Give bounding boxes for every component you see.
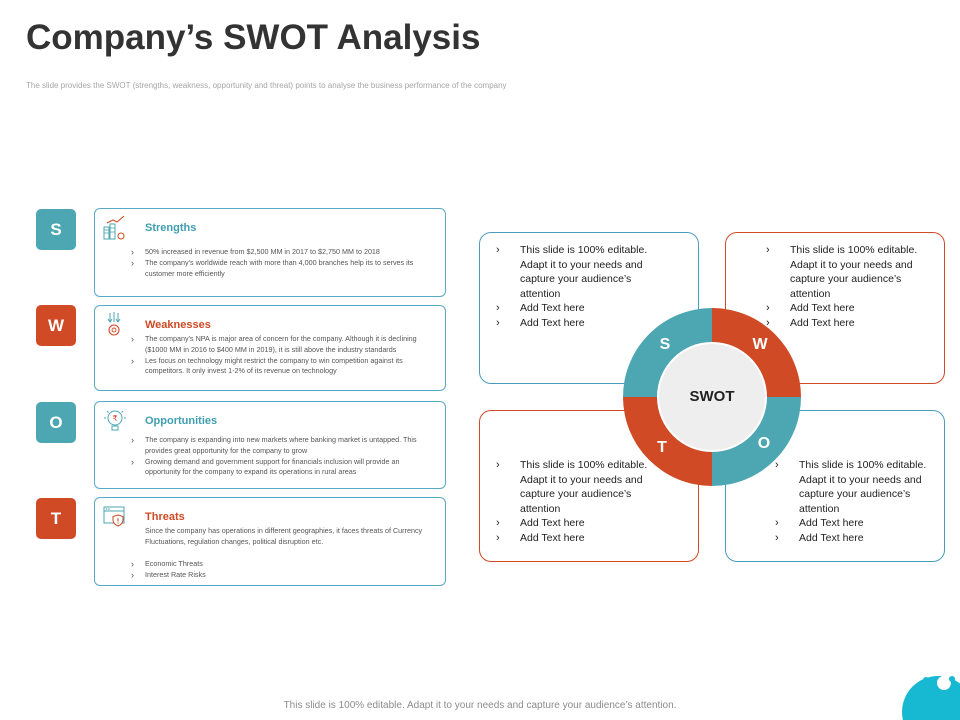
list-item-continued: › Add Text here (775, 531, 937, 546)
strengths-list (131, 247, 437, 279)
threats-card (94, 497, 446, 586)
strengths-title: Strengths (145, 222, 197, 234)
swot-box-top-left-list (496, 243, 668, 330)
swot-box-bottom-left-list (496, 458, 668, 545)
weaknesses-list (131, 334, 437, 377)
swot-box-top-right-list (766, 243, 938, 330)
rupee-bulb-icon (102, 407, 128, 433)
growth-chart-icon (102, 214, 128, 240)
falling-coins-icon (102, 311, 128, 337)
page-subtitle: The slide provides the SWOT (strengths, weakness, opportunity and threat) points to analyse the business performance of the company (26, 81, 507, 90)
list-item: › The company is expanding into new markets where banking market is untapped. This provides great opportunity for the company to grow (131, 435, 437, 457)
footer-note: This slide is 100% editable. Adapt it to your needs and capture your audience’s attention. (283, 700, 677, 711)
list-item: › Economic Threats (131, 559, 437, 570)
list-item: › 50% increased in revenue from $2,500 MM in 2017 to $2,750 MM to 2018 (131, 247, 437, 258)
opportunities-letter-badge: O (36, 402, 76, 443)
threats-list (131, 559, 437, 581)
list-item-continued: › Add Text here (766, 316, 938, 331)
opportunities-list (131, 435, 437, 478)
browser-shield-icon (102, 503, 128, 529)
list-item: › Growing demand and government support for financials inclusion will provide an opportunity for the company to expand its operations in rural areas (131, 457, 437, 479)
threats-letter-badge: T (36, 498, 76, 539)
list-item: › Interest Rate Risks (131, 570, 437, 581)
svg-text:₹: ₹ (112, 414, 118, 423)
threats-title: Threats (145, 511, 185, 523)
list-item-continued: › Add Text here (496, 316, 668, 331)
list-item: › Les focus on technology might restrict the company to win competition against its competitors. It only invest 1-2% of its revenue on technology (131, 356, 437, 378)
swot-letter-s: S (659, 336, 671, 353)
list-item: › This slide is 100% editable. Adapt it to your needs and capture your audience’s attention (496, 243, 668, 301)
weaknesses-card (94, 305, 446, 391)
list-item: › Add Text here (496, 301, 668, 316)
list-item: › The company’s worldwide reach with more than 4,000 branches help its to serves its customer more efficiently (131, 258, 437, 280)
list-item: › Add Text here (766, 301, 938, 316)
list-item: › The company’s NPA is major area of concern for the company. Although it is declining ($1000 MM in 2016 to $400 MM in 2019), it is still above the industry standards (131, 334, 437, 356)
weaknesses-letter-badge: W (36, 305, 76, 346)
threats-intro: Since the company has operations in different geographies, it faces threats of Currency Fluctuations, regulation changes, political disruption etc. (145, 526, 423, 546)
strengths-card (94, 208, 446, 297)
swot-letter-t: T (657, 439, 667, 456)
opportunities-card (94, 401, 446, 489)
swot-center-label: SWOT (689, 388, 735, 405)
strengths-letter-badge: S (36, 209, 76, 250)
swot-box-bottom-right-list (775, 458, 937, 545)
list-item: › This slide is 100% editable. Adapt it to your needs and capture your audience’s attention (775, 458, 937, 516)
list-item: › This slide is 100% editable. Adapt it to your needs and capture your audience’s attention (496, 458, 668, 516)
list-item: › Add Text here (775, 516, 937, 531)
swot-letter-o: O (757, 435, 771, 452)
opportunities-title: Opportunities (145, 415, 218, 427)
weaknesses-title: Weaknesses (145, 319, 211, 331)
list-item-continued: › Add Text here (496, 531, 668, 546)
page-title: Company’s SWOT Analysis (26, 18, 481, 57)
list-item: › Add Text here (496, 516, 668, 531)
swot-letter-w: W (752, 336, 768, 353)
list-item: › This slide is 100% editable. Adapt it to your needs and capture your audience’s attention (766, 243, 938, 301)
